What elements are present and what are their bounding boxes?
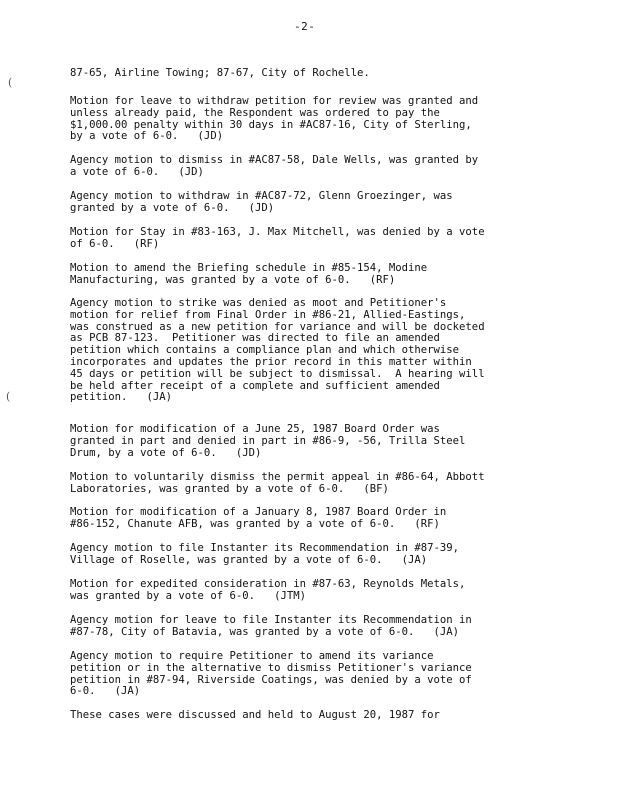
paragraph-roselle: Agency motion to file Instanter its Recommendation in #87-39, Village of Roselle, was granted by a vote of 6-0. (JA) xyxy=(70,542,460,566)
margin-mark: ( xyxy=(8,76,13,89)
page-number: -2- xyxy=(294,20,316,33)
paragraph-groezinger: Agency motion to withdraw in #AC87-72, Glenn Groezinger, was granted by a vote of 6-0. (JD) xyxy=(70,190,453,214)
paragraph-abbott: Motion to voluntarily dismiss the permit appeal in #86-64, Abbott Laboratories, was granted by a vote of 6-0. (BF) xyxy=(70,471,485,495)
paragraph-batavia: Agency motion for leave to file Instanter its Recommendation in #87-78, City of Batavia, was granted by a vote of 6-0. (JA) xyxy=(70,614,472,638)
paragraph-trilla-steel: Motion for modification of a June 25, 1987 Board Order was granted in part and denied in part in #86-9, -56, Trilla Steel Drum, by a vote of 6-0. (JD) xyxy=(70,423,466,459)
paragraph-chanute: Motion for modification of a January 8, 1987 Board Order in #86-152, Chanute AFB, was granted by a vote of 6-0. (RF) xyxy=(70,506,447,530)
paragraph-sterling: Motion for leave to withdraw petition for review was granted and unless already paid, the Respondent was ordered to pay the $1,000.00 penalty within 30 days in #AC87-16, City of Sterling, by a vote of 6-0. (JD) xyxy=(70,95,479,143)
paragraph-continuation: 87-65, Airline Towing; 87-67, City of Rochelle. xyxy=(70,67,370,79)
paragraph-held-cases: These cases were discussed and held to August 20, 1987 for xyxy=(70,709,440,721)
paragraph-reynolds: Motion for expedited consideration in #87-63, Reynolds Metals, was granted by a vote of 6-0. (JTM) xyxy=(70,578,466,602)
paragraph-mitchell: Motion for Stay in #83-163, J. Max Mitchell, was denied by a vote of 6-0. (RF) xyxy=(70,226,485,250)
margin-mark: ( xyxy=(6,390,11,403)
paragraph-dale-wells: Agency motion to dismiss in #AC87-58, Dale Wells, was granted by a vote of 6-0. (JD) xyxy=(70,154,479,178)
paragraph-allied-eastings: Agency motion to strike was denied as moot and Petitioner's motion for relief from Final Order in #86-21, Allied-Eastings, was construed as a new petition for variance and will be docketed as PCB 87-123. Petitioner was directed to file an amended petition which contains a compliance plan and which otherwise incorporates and updates the prior record in this matter within 45 days or petition will be subject to dismissal. A hearing will be held after receipt of a complete and sufficient amended petition. (JA) xyxy=(70,297,485,404)
paragraph-riverside: Agency motion to require Petitioner to amend its variance petition or in the alternative to dismiss Petitioner's variance petition in #87-94, Riverside Coatings, was denied by a vote of 6-0. (JA) xyxy=(70,650,472,698)
paragraph-modine: Motion to amend the Briefing schedule in #85-154, Modine Manufacturing, was granted by a vote of 6-0. (RF) xyxy=(70,262,428,286)
